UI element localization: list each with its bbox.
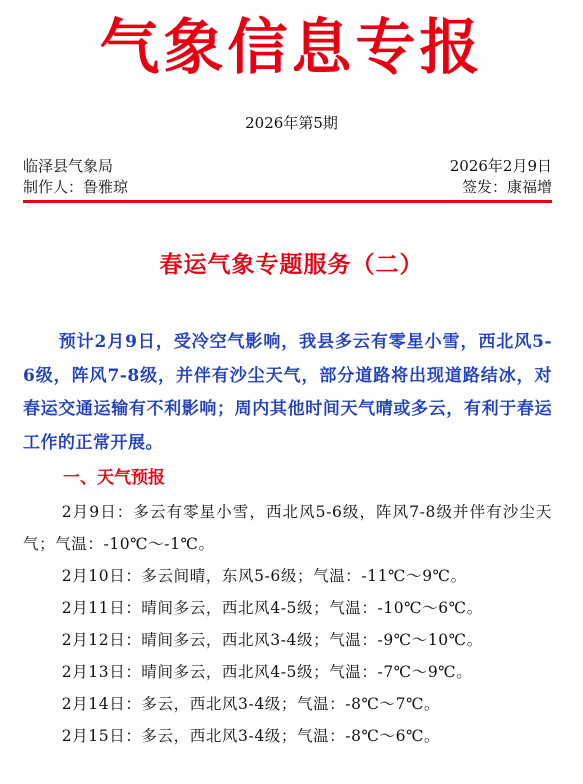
section-title-forecast: 一、天气预报 (63, 468, 165, 488)
author-label: 制作人：鲁雅琼 (23, 178, 129, 196)
meta-row-issuer (23, 156, 552, 176)
forecast-item: 2月10日：多云间晴，东风5-6级；气温：-11℃～9℃。 (61, 567, 467, 585)
summary-paragraph: 预计2月9日，受冷空气影响，我县多云有零星小雪，西北风5-6级，阵风7-8级，并伴有沙尘天气，部分道路将出现道路结冰，对春运交通运输有不利影响；周内其他时间天气晴或多云，有利于春运工作的正常开展。 (23, 332, 552, 453)
forecast-item: 2月13日：晴间多云，西北风4-5级；气温：-7℃～9℃。 (61, 663, 473, 681)
forecast-item: 2月12日：晴间多云，西北风3-4级；气温：-9℃～10℃。 (61, 631, 483, 649)
forecast-item: 2月15日：多云，西北风3-4级；气温：-8℃～6℃。 (61, 727, 441, 745)
signer-label: 签发：康福增 (461, 178, 552, 196)
masthead-title: 气象信息专报 (99, 13, 484, 83)
issue-date: 2026年2月9日 (449, 157, 552, 175)
document-subtitle: 春运气象专题服务（二） (159, 251, 424, 278)
issuer-label: 临泽县气象局 (23, 157, 114, 175)
forecast-item: 2月9日：多云有零星小雪，西北风5-6级，阵风7-8级并伴有沙尘天气；气温：-10℃～-1℃。 (23, 503, 552, 553)
forecast-item: 2月11日：晴间多云，西北风4-5级；气温：-10℃～6℃。 (61, 599, 483, 617)
issue-number: 2026年第5期 (245, 114, 338, 132)
forecast-list (23, 496, 552, 752)
meta-row-author (23, 177, 552, 197)
header-divider (23, 200, 552, 203)
forecast-item: 2月14日：多云，西北风3-4级；气温：-8℃～7℃。 (61, 695, 441, 713)
